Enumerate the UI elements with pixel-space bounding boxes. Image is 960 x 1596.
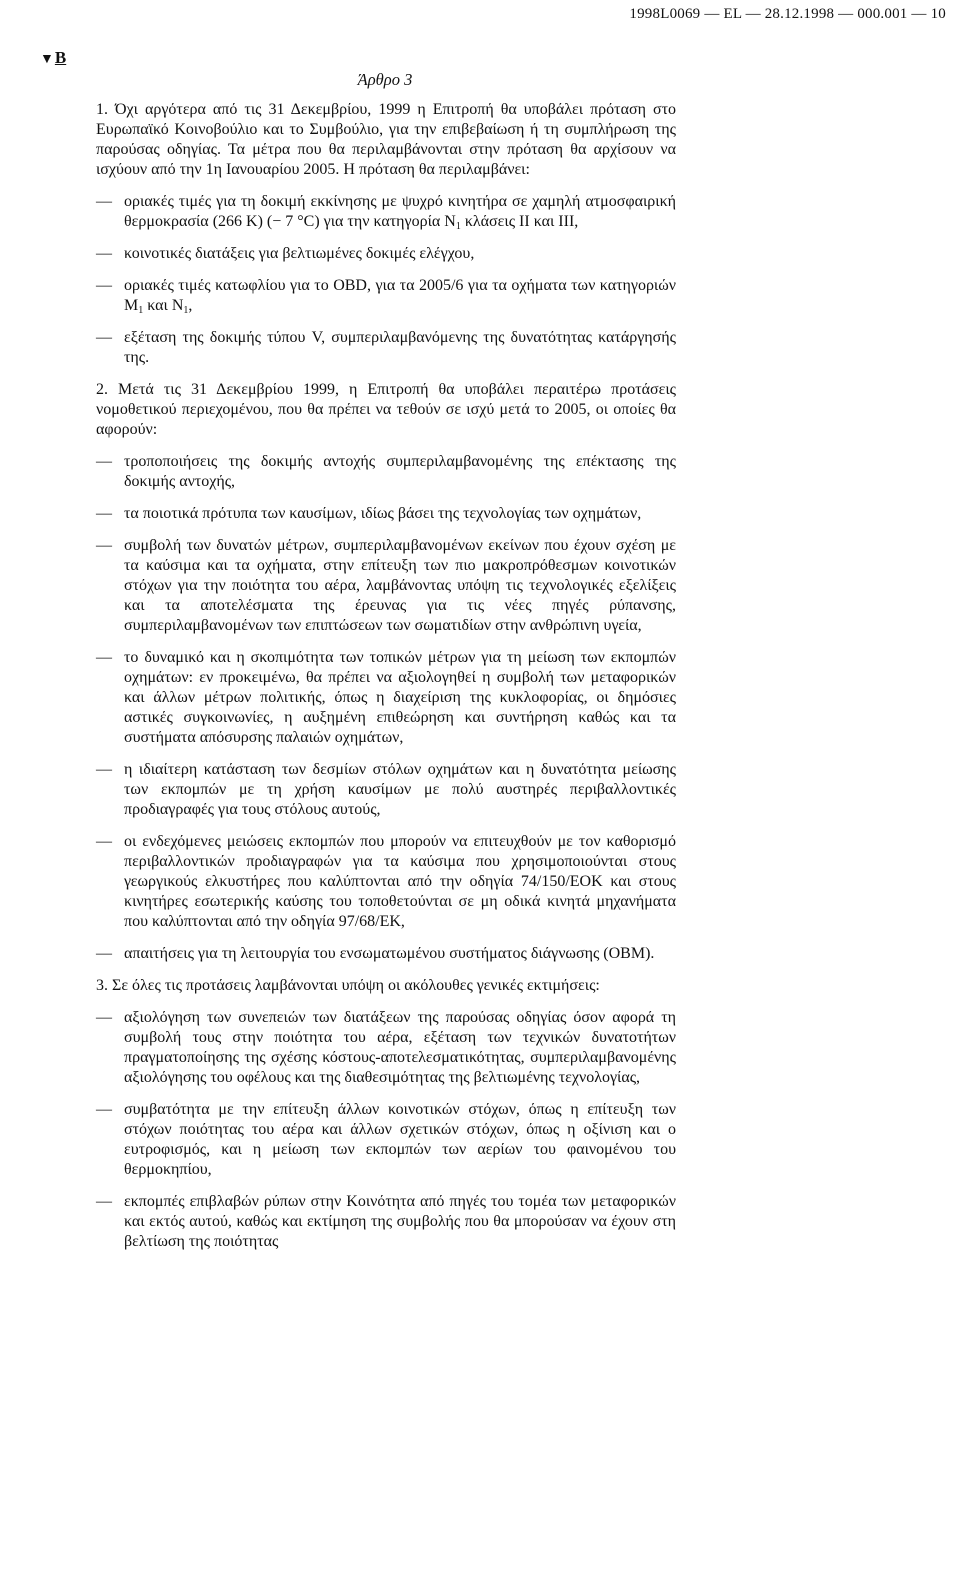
- list-item: [96, 328, 676, 368]
- list-item-text: απαιτήσεις για τη λειτουργία του ενσωματωμένου συστήματος διάγνωσης (OBM).: [124, 945, 655, 962]
- list-item: [96, 504, 676, 524]
- dash-bullet: —: [96, 193, 112, 210]
- dash-bullet: —: [96, 537, 112, 554]
- section-marker-letter: B: [54, 48, 67, 67]
- dash-bullet: —: [96, 1009, 112, 1026]
- paragraph-1: 1. Όχι αργότερα από τις 31 Δεκεμβρίου, 1999 η Επιτροπή θα υποβάλει πρόταση στο Ευρωπαϊκό Κοινοβούλιο και το Συμβούλιο, για την επιβεβαίωση ή τη συμπλήρωση της παρούσας οδηγίας. Τα μέτρα που θα περιλαμβάνονται στην πρόταση θα αρχίσουν να ισχύουν από την 1η Ιανουαρίου 2005. Η πρόταση θα περιλαμβάνει:: [96, 101, 676, 178]
- dash-bullet: —: [96, 505, 112, 522]
- list-item-text: οριακές τιμές για τη δοκιμή εκκίνησης με ψυχρό κινητήρα σε χαμηλή ατμοσφαιρική θερμοκρασία (266 K) (− 7 °C) για την κατηγορία $N_1$ κλάσεις II και III,: [124, 193, 676, 232]
- list-item: [96, 1008, 676, 1088]
- list-item: [96, 276, 676, 316]
- list-item: [96, 536, 676, 636]
- list-item: [96, 944, 676, 964]
- dash-bullet: —: [96, 649, 112, 666]
- dash-bullet: —: [96, 1193, 112, 1210]
- list-item-text: τα ποιοτικά πρότυπα των καυσίμων, ιδίως βάσει της τεχνολογίας των οχημάτων,: [124, 505, 642, 522]
- dash-bullet: —: [96, 245, 112, 262]
- article-title: Άρθρο 3: [357, 70, 413, 89]
- list-item: [96, 1192, 676, 1252]
- dash-bullet: —: [96, 453, 112, 470]
- list-item: [96, 760, 676, 820]
- list-item-text: κοινοτικές διατάξεις για βελτιωμένες δοκιμές ελέγχου,: [124, 245, 475, 262]
- dash-bullet: —: [96, 1101, 112, 1118]
- dash-bullet: —: [96, 329, 112, 346]
- list-item: [96, 192, 676, 232]
- paragraph-3: 3. Σε όλες τις προτάσεις λαμβάνονται υπόψη οι ακόλουθες γενικές εκτιμήσεις:: [96, 977, 600, 994]
- list-item: [96, 452, 676, 492]
- article-body: [96, 100, 676, 1264]
- list-item-text: συμβατότητα με την επίτευξη άλλων κοινοτικών στόχων, όπως η επίτευξη των στόχων ποιότητας του αέρα και άλλων σχετικών στόχων, όπως η οξίνιση και ο ευτροφισμός, και η μείωση των εκπομπών των αερίων του φαινομένου του θερμοκηπίου,: [124, 1101, 676, 1178]
- list-item: [96, 244, 676, 264]
- dash-bullet: —: [96, 945, 112, 962]
- list-item-text: οριακές τιμές κατωφλίου για το OBD, για τα 2005/6 για τα οχήματα των κατηγοριών $M_1$ και $N_1$,: [124, 277, 676, 316]
- list-item-text: οι ενδεχόμενες μειώσεις εκπομπών που μπορούν να επιτευχθούν με τον καθορισμό περιβαλλοντικών προδιαγραφών για τα καύσιμα που χρησιμοποιούνται στους γεωργικούς ελκυστήρες που καλύπτονται από την οδηγία 74/150/ΕΟΚ και στους κινητήρες εσωτερικής καύσης του τοποθετούνται σε μη οδικά κινητά μηχανήματα που καλύπτονται από την οδηγία 97/68/ΕΚ,: [124, 833, 676, 930]
- document-reference-header: 1998L0069 — EL — 28.12.1998 — 000.001 — 10: [629, 6, 946, 22]
- list-item-text: το δυναμικό και η σκοπιμότητα των τοπικών μέτρων για τη μείωση των εκπομπών οχημάτων: εν προκειμένω, θα πρέπει να αξιολογηθεί η συμβολή των μεταφορικών και άλλων μέτρων πολιτικής, όπως η διαχείριση της κυκλοφορίας, οι δημόσιες αστικές συγκοινωνίες, η αυξημένη επιθεώρηση και συντήρηση καθώς και τα συστήματα απόσυρσης παλαιών οχημάτων,: [124, 649, 676, 746]
- list-item-text: η ιδιαίτερη κατάσταση των δεσμίων στόλων οχημάτων και η δυνατότητα μείωσης των εκπομπών με τη χρήση καυσίμων με πολύ αυστηρές περιβαλλοντικές προδιαγραφές για τους στόλους αυτούς,: [124, 761, 676, 818]
- section-marker: [40, 48, 66, 68]
- list-item-text: τροποποιήσεις της δοκιμής αντοχής συμπεριλαμβανομένης της επέκτασης της δοκιμής αντοχής,: [124, 453, 676, 490]
- list-item-text: συμβολή των δυνατών μέτρων, συμπεριλαμβανομένων εκείνων που έχουν σχέση με τα καύσιμα και τα οχήματα, στην επίτευξη των πιο μακροπρόθεσμων κοινοτικών στόχων για την ποιότητα του αέρα, λαμβάνοντας υπόψη τις τεχνολογικές εξελίξεις και τα αποτελέσματα της έρευνας για τις νέες πηγές ρύπανσης, συμπεριλαμβανομένων των επιπτώσεων των σωματιδίων στην ανθρώπινη υγεία,: [124, 537, 676, 634]
- dash-bullet: —: [96, 833, 112, 850]
- list-item: [96, 832, 676, 932]
- dash-bullet: —: [96, 277, 112, 294]
- list-item: [96, 1100, 676, 1180]
- paragraph-2: 2. Μετά τις 31 Δεκεμβρίου 1999, η Επιτροπή θα υποβάλει περαιτέρω προτάσεις νομοθετικού περιεχομένου, που θα πρέπει να τεθούν σε ισχύ μετά το 2005, οι οποίες θα αφορούν:: [96, 381, 676, 438]
- list-item-text: αξιολόγηση των συνεπειών των διατάξεων της παρούσας οδηγίας όσον αφορά τη συμβολή τους στην ποιότητα του αέρα, εξέταση των τεχνικών δυνατοτήτων πραγματοποίησης της σχέσης κόστους-αποτελεσματικότητας, συμπεριλαμβανομένης αξιολόγησης του οφέλους και της διαθεσιμότητας της βελτιωμένης τεχνολογίας,: [124, 1009, 676, 1086]
- dash-bullet: —: [96, 761, 112, 778]
- list-item-text: εξέταση της δοκιμής τύπου V, συμπεριλαμβανόμενης της δυνατότητας κατάργησής της.: [124, 329, 676, 366]
- list-item-text: εκπομπές επιβλαβών ρύπων στην Κοινότητα από πηγές του τομέα των μεταφορικών και εκτός αυτού, καθώς και εκτίμηση της συμβολής που θα μπορούσαν να έχουν στη βελτίωση της ποιότητας: [124, 1193, 676, 1250]
- list-item: [96, 648, 676, 748]
- triangle-down-icon: ▼: [40, 52, 54, 67]
